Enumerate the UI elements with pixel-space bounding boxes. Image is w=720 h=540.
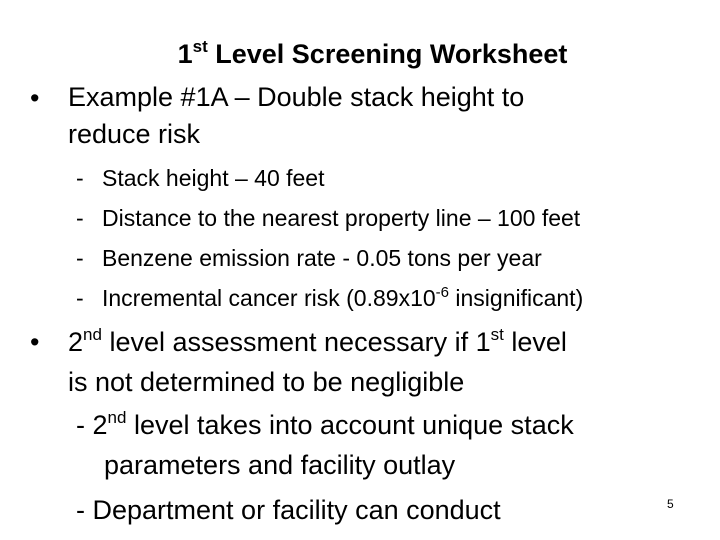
- bullet-2-sub-1-text-b: level takes into account unique stack: [126, 410, 574, 440]
- bullet-2-text-c: level: [503, 327, 567, 357]
- bullet-2-text-a: 2: [68, 327, 84, 357]
- page-number: 5: [667, 497, 674, 511]
- sub-item-3-dash: -: [76, 245, 84, 271]
- bullet-2-line-2: is not determined to be negligible: [68, 367, 465, 397]
- sub-item-2-dash: -: [76, 205, 84, 231]
- bullet-2-sub-1-line-1: [76, 405, 574, 445]
- bullet-2-marker: •: [30, 327, 40, 357]
- sub-item-4: [102, 278, 583, 318]
- bullet-2-sup-a: nd: [83, 325, 102, 344]
- bullet-2-sub-1-sup: nd: [107, 408, 127, 427]
- bullet-2-line-1: [68, 322, 567, 362]
- slide-title-sup: st: [192, 37, 208, 56]
- sub-item-4-sup: -6: [435, 284, 449, 301]
- slide-title-post: Level Screening Worksheet: [207, 39, 568, 69]
- sub-item-4-dash: -: [76, 285, 84, 311]
- bullet-2-text-b: level assessment necessary if 1: [101, 327, 491, 357]
- sub-item-2: Distance to the nearest property line – 100 feet: [102, 205, 581, 231]
- bullet-2-sub-1-line-2: parameters and facility outlay: [104, 450, 456, 480]
- bullet-1-line-2: reduce risk: [68, 119, 201, 149]
- bullet-2-sup-b: st: [490, 325, 504, 344]
- slide-title-pre: 1: [177, 39, 193, 69]
- sub-item-4-post: insignificant): [449, 285, 584, 311]
- sub-item-4-pre: Incremental cancer risk (0.89x10: [102, 285, 436, 311]
- bullet-2-sub-1-text-a: - 2: [76, 410, 108, 440]
- sub-item-1-dash: -: [76, 165, 84, 191]
- sub-item-3: Benzene emission rate - 0.05 tons per year: [102, 245, 542, 271]
- slide-title: [0, 36, 720, 72]
- bullet-1-line-1: Example #1A – Double stack height to: [68, 82, 525, 112]
- bullet-2-sub-2: - Department or facility can conduct: [76, 495, 501, 525]
- sub-item-1: Stack height – 40 feet: [102, 165, 325, 191]
- bullet-1-marker: •: [30, 83, 40, 113]
